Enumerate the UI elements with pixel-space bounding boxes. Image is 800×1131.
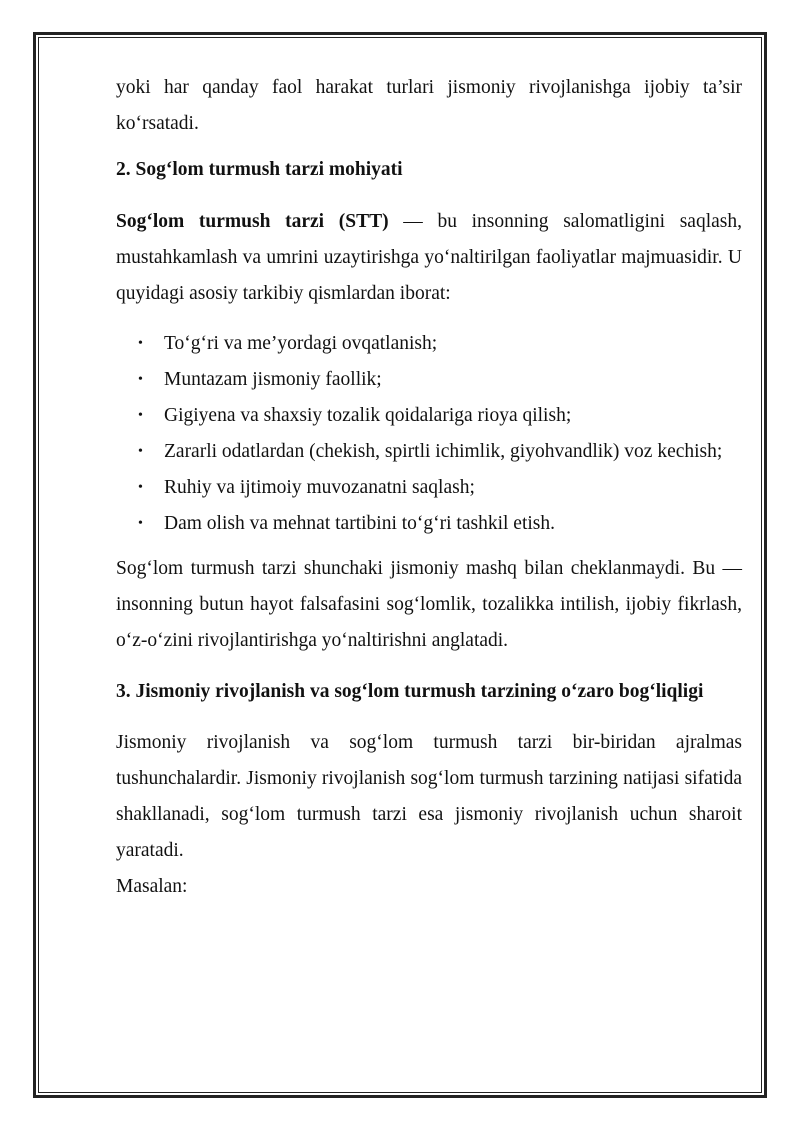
list-item: • Muntazam jismoniy faollik;: [116, 362, 742, 398]
list-item: • Ruhiy va ijtimoiy muvozanatni saqlash;: [116, 470, 742, 506]
closing-paragraph: Sog‘lom turmush tarzi shunchaki jismoniy mashq bilan cheklanmaydi. Bu — insonning butun hayot falsafasini sog‘lomlik, tozalikka intilish, ijobiy fikrlash, o‘z-o‘zini rivojlantirishga yo‘naltirishni anglatadi.: [116, 558, 742, 651]
list-item: • Gigiyena va shaxsiy tozalik qoidalariga rioya qilish;: [116, 398, 742, 434]
bullet-icon: •: [138, 408, 143, 423]
bullet-icon: •: [138, 480, 143, 495]
list-item: • Zararli odatlardan (chekish, spirtli ichimlik, giyohvandlik) voz kechish;: [116, 434, 742, 470]
section-2-heading: 2. Sog‘lom turmush tarzi mohiyati: [116, 159, 403, 180]
definition-text: — bu insonning salomatligini saqlash, mustahkamlash va umrini uzaytirishga yo‘naltirilgan faoliyatlar majmuasidir. U quyidagi asosiy tarkibiy qismlardan iborat:: [116, 211, 742, 304]
section-3-paragraph: Jismoniy rivojlanish va sog‘lom turmush tarzi bir-biridan ajralmas tushunchalardir. Jismoniy rivojlanish sog‘lom turmush tarzining natijasi sifatida shakllanadi, sog‘lom turmush tarzi esa jismoniy rivojlanish uchun sharoit yaratadi.: [116, 732, 742, 861]
list-item: • To‘g‘ri va me’yordagi ovqatlanish;: [116, 326, 742, 362]
intro-fragment: yoki har qanday faol harakat turlari jismoniy rivojlanishga ijobiy ta’sir ko‘rsatadi.: [116, 77, 742, 134]
components-list: [116, 326, 742, 542]
bullet-icon: •: [138, 444, 143, 459]
definition-term: Sog‘lom turmush tarzi (STT): [116, 211, 389, 232]
list-item: • Dam olish va mehnat tartibini to‘g‘ri tashkil etish.: [116, 506, 742, 542]
definition-paragraph: [116, 204, 742, 312]
bullet-icon: •: [138, 372, 143, 387]
bullet-icon: •: [138, 336, 143, 351]
bullet-icon: •: [138, 516, 143, 531]
section-3-heading: 3. Jismoniy rivojlanish va sog‘lom turmush tarzining o‘zaro bog‘liqligi: [116, 681, 704, 702]
example-label: Masalan:: [116, 876, 188, 897]
page-content: [116, 70, 742, 905]
